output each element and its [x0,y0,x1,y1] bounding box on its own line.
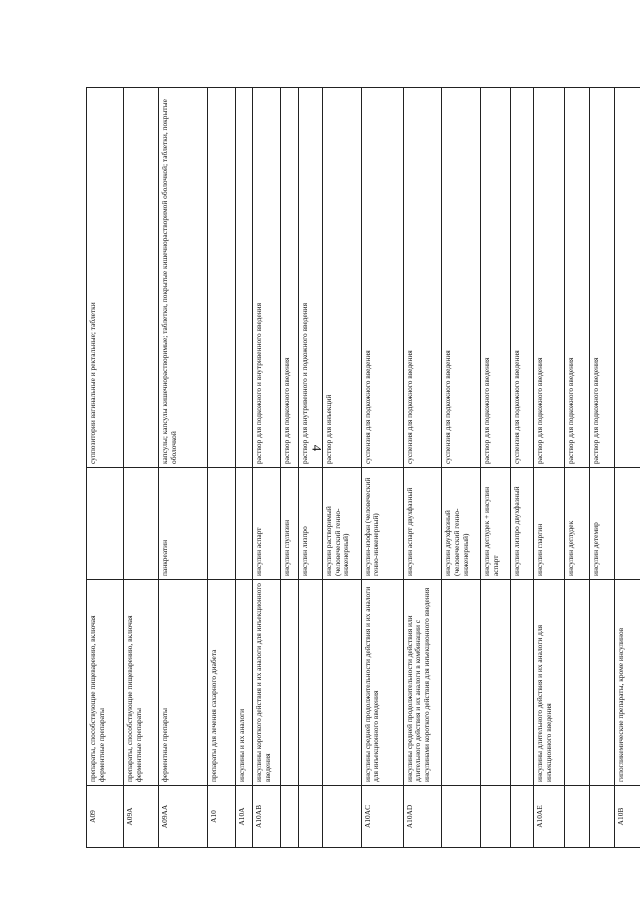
table-row [280,88,299,848]
cell-form: суспензия для подкожного введения [510,88,534,468]
cell-substance: инсулин аспарт двухфазный [403,468,442,580]
cell-code: A09AA [158,786,208,848]
table-row [361,88,403,848]
cell-code [510,786,534,848]
cell-group [589,580,614,786]
cell-form: раствор для внутривенного и подкожного введения [299,88,323,468]
cell-code: A10B [614,786,640,848]
cell-code [589,786,614,848]
table-row [565,88,590,848]
cell-code [565,786,590,848]
table-row [158,88,208,848]
cell-form: раствор для подкожного введения [565,88,590,468]
cell-code: A10AE [534,786,565,848]
cell-substance: инсулин-изофан (человеческий генно-инженерный) [361,468,403,580]
drug-table [86,87,640,848]
cell-code [322,786,361,848]
cell-substance: инсулин детемир [589,468,614,580]
page-number: 4 [309,444,325,452]
cell-substance: инсулин деглудек + инсулин аспарт [480,468,510,580]
cell-group [565,580,590,786]
cell-form: суспензия для подкожного введения [403,88,442,468]
cell-form [208,88,235,468]
cell-substance [614,468,640,580]
table-row [589,88,614,848]
cell-substance [124,468,159,580]
cell-code: A10 [208,786,235,848]
cell-form: раствор для подкожного введения [480,88,510,468]
cell-group [510,580,534,786]
cell-group [299,580,323,786]
cell-group: инсулины короткого действия и их аналоги для инъекционного введения [252,580,280,786]
cell-code [442,786,481,848]
cell-group: ферментные препараты [158,580,208,786]
cell-form: суспензия для подкожного введения [361,88,403,468]
cell-group: инсулины и их аналоги [235,580,252,786]
cell-code: A10AC [361,786,403,848]
cell-code: A09 [87,786,124,848]
cell-group: препараты, способствующие пищеварению, включая ферментные препараты [87,580,124,786]
table-row [322,88,361,848]
cell-form: раствор для подкожного введения [280,88,299,468]
table-row [480,88,510,848]
cell-substance [87,468,124,580]
cell-group: инсулины средней продолжительности действия или длительного действия и их аналоги в комбинации с инсулинами короткого действия для инъекционного введения [403,580,442,786]
cell-substance [235,468,252,580]
table-row [124,88,159,848]
table-row [442,88,481,848]
cell-group [322,580,361,786]
cell-form [124,88,159,468]
cell-group [480,580,510,786]
table-row [403,88,442,848]
cell-code [480,786,510,848]
cell-code: A09A [124,786,159,848]
cell-form: раствор для инъекций [322,88,361,468]
cell-substance: инсулин глулизин [280,468,299,580]
rotated-table-wrapper [86,88,640,848]
table-row [299,88,323,848]
cell-substance: инсулин двухфазный (человеческий генно-инженерный) [442,468,481,580]
cell-code [280,786,299,848]
table-row [534,88,565,848]
table-row [87,88,124,848]
table-row [208,88,235,848]
cell-substance: инсулин деглудек [565,468,590,580]
cell-form: раствор для подкожного введения [534,88,565,468]
cell-substance: панкреатин [158,468,208,580]
cell-group: инсулины средней продолжительности действия и их аналоги для инъекционного введения [361,580,403,786]
cell-code: A10AD [403,786,442,848]
cell-group: гипогликемические препараты, кроме инсулинов [614,580,640,786]
cell-substance: инсулин лизпро [299,468,323,580]
cell-form: раствор для подкожного и внутривенного введения [252,88,280,468]
cell-group: препараты для лечения сахарного диабета [208,580,235,786]
cell-form [614,88,640,468]
cell-code [299,786,323,848]
table-row [510,88,534,848]
cell-substance: инсулин лизпро двухфазный [510,468,534,580]
cell-substance: инсулин аспарт [252,468,280,580]
cell-group: инсулины длительного действия и их аналоги для инъекционного введения [534,580,565,786]
cell-code: A10A [235,786,252,848]
cell-substance [208,468,235,580]
cell-substance: инсулин растворимый (человеческий генно-инженерный) [322,468,361,580]
cell-substance: инсулин гларгин [534,468,565,580]
cell-form: суспензия для подкожного введения [442,88,481,468]
cell-code: A10AB [252,786,280,848]
table-row [252,88,280,848]
table-row [235,88,252,848]
cell-group: препараты, способствующие пищеварению, включая ферментные препараты [124,580,159,786]
cell-group [442,580,481,786]
cell-form [235,88,252,468]
cell-form: капсулы; капсулы кишечнорастворимые; таблетки, покрытые кишечнорастворимой оболочкой; таблетки, покрытые оболочкой [158,88,208,468]
table-row [614,88,640,848]
cell-group [280,580,299,786]
drug-table-body [87,88,640,848]
cell-form: раствор для подкожного введения [589,88,614,468]
cell-form: суппозитории вагинальные и ректальные; таблетки [87,88,124,468]
